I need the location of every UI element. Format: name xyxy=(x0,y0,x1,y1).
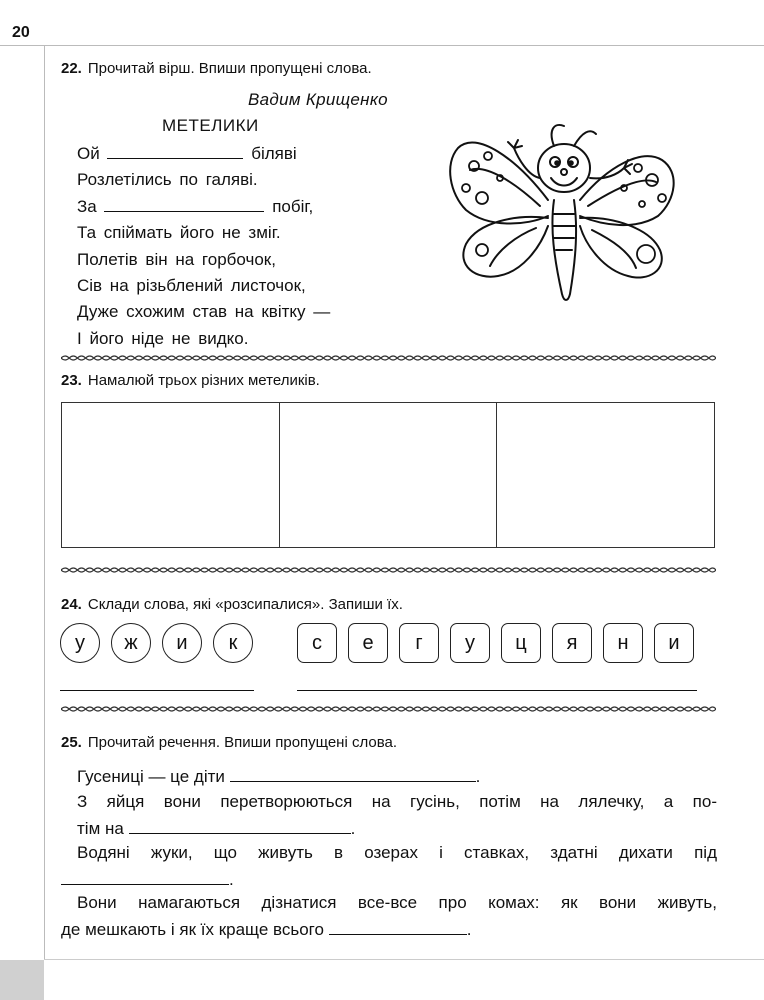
task-22-number: 22. xyxy=(61,60,82,77)
sentence-2: З яйця вони перетворюються на гусінь, потім на лялечку, а по- тім на . xyxy=(77,792,717,838)
poem-line: Сів на різьблений листочок, xyxy=(77,276,306,296)
poem-line: За побіг, xyxy=(77,196,314,216)
task-25-number: 25. xyxy=(61,734,82,751)
divider xyxy=(61,566,716,574)
poem-line: Розлетілись по галяві. xyxy=(77,170,258,190)
task-24-heading xyxy=(61,596,403,613)
divider xyxy=(61,354,716,362)
poem-author: Вадим Крищенко xyxy=(248,90,388,109)
poem-line: Ой біляві xyxy=(77,144,297,163)
top-rule xyxy=(0,45,764,46)
blank-field[interactable] xyxy=(104,195,264,212)
letter-square: я xyxy=(552,623,592,663)
blank-field[interactable] xyxy=(329,920,467,935)
letter-circle: к xyxy=(213,623,253,663)
letter-circle: и xyxy=(162,623,202,663)
page-number: 20 xyxy=(12,24,30,41)
drawing-box[interactable] xyxy=(62,403,280,547)
letter-circle: ж xyxy=(111,623,151,663)
divider xyxy=(61,705,716,713)
poem-title: МЕТЕЛИКИ xyxy=(162,116,259,135)
task-23-number: 23. xyxy=(61,372,82,389)
sentence-1: Гусениці — це діти . xyxy=(77,767,481,786)
answer-line[interactable] xyxy=(60,690,254,691)
letter-square: и xyxy=(654,623,694,663)
side-rule xyxy=(44,45,45,960)
task-22-heading xyxy=(61,60,372,77)
task-22-instruction: Прочитай вірш. Впиши пропущені слова. xyxy=(87,60,372,77)
bottom-rule xyxy=(44,959,764,960)
drawing-box[interactable] xyxy=(497,403,714,547)
letter-square: у xyxy=(450,623,490,663)
letter-square: н xyxy=(603,623,643,663)
letter-square: г xyxy=(399,623,439,663)
task-23-instruction: Намалюй трьох різних метеликів. xyxy=(87,372,320,389)
answer-line[interactable] xyxy=(297,690,697,691)
letter-square: е xyxy=(348,623,388,663)
task-25-instruction: Прочитай речення. Впиши пропущені слова. xyxy=(87,734,398,751)
poem-line: Полетів він на горбочок, xyxy=(77,249,276,269)
blank-field[interactable] xyxy=(107,142,243,159)
task-25-heading xyxy=(61,734,397,751)
poem xyxy=(77,141,330,352)
poem-line: Та спіймать його не зміг. xyxy=(77,223,281,243)
poem-line: І його ніде не видко. xyxy=(77,328,249,348)
letter-circle: у xyxy=(60,623,100,663)
butterfly-illustration xyxy=(436,118,692,316)
task-24-instruction: Склади слова, які «розсипалися». Запиши їх. xyxy=(87,596,403,613)
blank-field[interactable] xyxy=(230,767,476,782)
poem-line: Дуже схожим став на квітку — xyxy=(77,302,331,322)
blank-field[interactable] xyxy=(129,819,351,834)
task-24-number: 24. xyxy=(61,596,82,613)
sentence-3: Водяні жуки, що живуть в озерах і ставках, здатні дихати під . xyxy=(77,840,717,893)
blank-field[interactable] xyxy=(61,870,229,885)
letter-square: ц xyxy=(501,623,541,663)
letter-square: с xyxy=(297,623,337,663)
sentence-4: Вони намагаються дізнатися все-все про комах: як вони живуть, де мешкають і як їх краще всього . xyxy=(61,893,717,939)
drawing-box[interactable] xyxy=(280,403,498,547)
drawing-boxes xyxy=(61,402,715,548)
task-23-heading xyxy=(61,372,320,389)
corner-tab xyxy=(0,960,44,1000)
